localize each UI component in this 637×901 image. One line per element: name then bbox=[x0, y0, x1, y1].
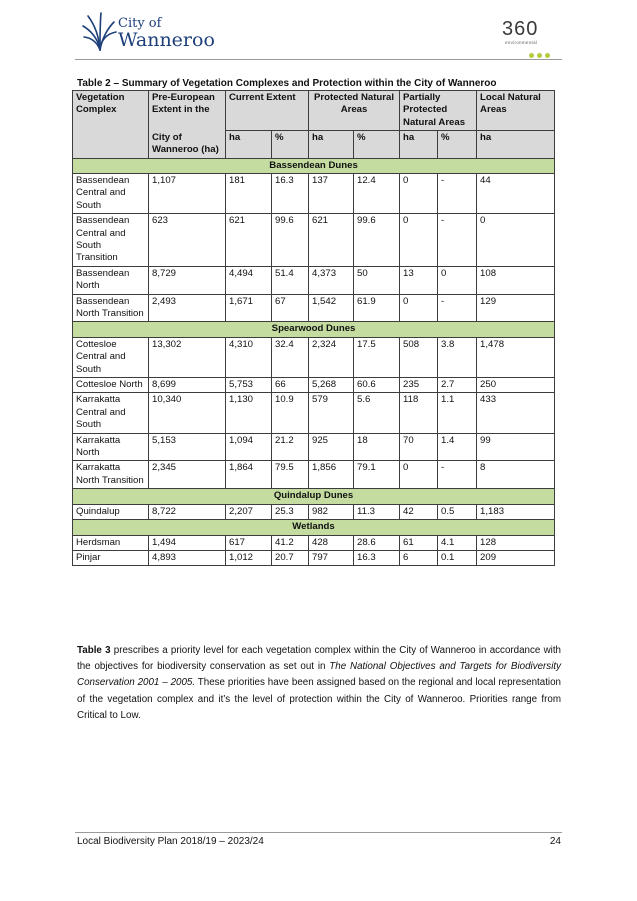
table-cell: 66 bbox=[272, 378, 309, 393]
table-cell: 2,493 bbox=[149, 294, 226, 322]
table-cell: 18 bbox=[354, 433, 400, 461]
table-row bbox=[73, 214, 555, 267]
table-cell: 181 bbox=[226, 173, 272, 213]
table-cell: 0 bbox=[400, 214, 438, 267]
table-cell: 623 bbox=[149, 214, 226, 267]
table-cell: 5.6 bbox=[354, 393, 400, 433]
paragraph-lead: Table 3 bbox=[77, 645, 111, 656]
table-cell: - bbox=[438, 294, 477, 322]
header-vegetation-complex: Vegetation Complex bbox=[73, 91, 149, 159]
table-cell: 2,207 bbox=[226, 504, 272, 519]
table-row bbox=[73, 433, 555, 461]
table-cell: 4.1 bbox=[438, 535, 477, 550]
complex-name-cell: Karrakatta North Transition bbox=[73, 461, 149, 489]
table-cell: 0 bbox=[438, 266, 477, 294]
table-cell: 433 bbox=[477, 393, 555, 433]
header-sub-pct: % bbox=[354, 131, 400, 158]
table-cell: 8,722 bbox=[149, 504, 226, 519]
table-cell: 44 bbox=[477, 173, 555, 213]
table-cell: 61.9 bbox=[354, 294, 400, 322]
table-cell: 0 bbox=[400, 294, 438, 322]
complex-name-cell: Quindalup bbox=[73, 504, 149, 519]
complex-name-cell: Bassendean North Transition bbox=[73, 294, 149, 322]
logo-tagline: environmental bbox=[505, 40, 538, 45]
table-cell: 128 bbox=[477, 535, 555, 550]
table-cell: 20.7 bbox=[272, 550, 309, 565]
table-cell: 2,345 bbox=[149, 461, 226, 489]
section-title: Bassendean Dunes bbox=[73, 158, 555, 173]
table-cell: 25.3 bbox=[272, 504, 309, 519]
table-cell: 41.2 bbox=[272, 535, 309, 550]
table-cell: 108 bbox=[477, 266, 555, 294]
section-row bbox=[73, 520, 555, 535]
table-cell: 13,302 bbox=[149, 337, 226, 377]
body-paragraph bbox=[77, 643, 561, 724]
footer-title: Local Biodiversity Plan 2018/19 – 2023/24 bbox=[77, 836, 264, 847]
table-cell: 0.1 bbox=[438, 550, 477, 565]
table-cell: 1,012 bbox=[226, 550, 272, 565]
table-row bbox=[73, 378, 555, 393]
logo-number: 360 bbox=[502, 18, 539, 40]
table-cell: 1,478 bbox=[477, 337, 555, 377]
header-partially-protected: Partially Protected Natural Areas bbox=[400, 91, 477, 131]
logo-line-2: Wanneroo bbox=[118, 29, 215, 51]
footer-divider bbox=[75, 832, 562, 833]
table-row bbox=[73, 393, 555, 433]
table-cell: 1,130 bbox=[226, 393, 272, 433]
table-row bbox=[73, 550, 555, 565]
vegetation-summary-table bbox=[72, 90, 555, 566]
table-cell: 32.4 bbox=[272, 337, 309, 377]
table-cell: 129 bbox=[477, 294, 555, 322]
table-caption: Table 2 – Summary of Vegetation Complexes and Protection within the City of Wanneroo bbox=[77, 78, 497, 89]
logo-dots-icon bbox=[529, 45, 553, 63]
table-cell: 42 bbox=[400, 504, 438, 519]
section-title: Quindalup Dunes bbox=[73, 489, 555, 504]
table-cell: 4,893 bbox=[149, 550, 226, 565]
table-cell: 1,107 bbox=[149, 173, 226, 213]
section-row bbox=[73, 158, 555, 173]
table-cell: 60.6 bbox=[354, 378, 400, 393]
header-pre-european-unit: City of Wanneroo (ha) bbox=[149, 131, 226, 158]
city-of-wanneroo-logo bbox=[80, 10, 220, 52]
table-cell: 50 bbox=[354, 266, 400, 294]
table-cell: 4,373 bbox=[309, 266, 354, 294]
header-divider bbox=[75, 59, 562, 60]
logo-line-1: City of bbox=[118, 16, 162, 31]
complex-name-cell: Karrakatta North bbox=[73, 433, 149, 461]
table-cell: 6 bbox=[400, 550, 438, 565]
table-cell: 16.3 bbox=[272, 173, 309, 213]
page-header bbox=[0, 0, 637, 60]
page-number: 24 bbox=[549, 836, 561, 847]
complex-name-cell: Karrakatta Central and South bbox=[73, 393, 149, 433]
table-cell: 28.6 bbox=[354, 535, 400, 550]
table-cell: 4,494 bbox=[226, 266, 272, 294]
table-row bbox=[73, 173, 555, 213]
table-cell: 1,494 bbox=[149, 535, 226, 550]
complex-name-cell: Bassendean North bbox=[73, 266, 149, 294]
paragraph-citation: The National Objectives and Targets for Biodiversity Conservation 2001 – 2005. bbox=[77, 661, 561, 689]
table-cell: 21.2 bbox=[272, 433, 309, 461]
table-cell: 0 bbox=[477, 214, 555, 267]
table-row bbox=[73, 535, 555, 550]
table-row bbox=[73, 504, 555, 519]
table-cell: 5,153 bbox=[149, 433, 226, 461]
table-cell: 67 bbox=[272, 294, 309, 322]
table-row bbox=[73, 266, 555, 294]
table-cell: 579 bbox=[309, 393, 354, 433]
table-cell: 118 bbox=[400, 393, 438, 433]
table-cell: 617 bbox=[226, 535, 272, 550]
table-cell: 10.9 bbox=[272, 393, 309, 433]
section-row bbox=[73, 489, 555, 504]
table-cell: 1,856 bbox=[309, 461, 354, 489]
table-cell: 797 bbox=[309, 550, 354, 565]
table-cell: - bbox=[438, 173, 477, 213]
table-cell: 1,094 bbox=[226, 433, 272, 461]
complex-name-cell: Cottesloe Central and South bbox=[73, 337, 149, 377]
header-sub-ha: ha bbox=[226, 131, 272, 158]
section-title: Wetlands bbox=[73, 520, 555, 535]
table-cell: 17.5 bbox=[354, 337, 400, 377]
table-cell: 4,310 bbox=[226, 337, 272, 377]
section-row bbox=[73, 322, 555, 337]
complex-name-cell: Pinjar bbox=[73, 550, 149, 565]
header-sub-ha: ha bbox=[309, 131, 354, 158]
table-cell: 1.4 bbox=[438, 433, 477, 461]
header-current-extent: Current Extent bbox=[226, 91, 309, 131]
table-cell: 79.5 bbox=[272, 461, 309, 489]
table-cell: 0 bbox=[400, 461, 438, 489]
table-cell: 428 bbox=[309, 535, 354, 550]
table-cell: 5,753 bbox=[226, 378, 272, 393]
table-cell: 61 bbox=[400, 535, 438, 550]
table-cell: 8,729 bbox=[149, 266, 226, 294]
table-cell: 1,542 bbox=[309, 294, 354, 322]
header-sub-pct: % bbox=[272, 131, 309, 158]
paragraph-part-2: These priorities have been assigned based on the regional and local representation of the vegetation complex and it’s the level of protection within the City of Wanneroo. Priorities range from Critical to Low. bbox=[77, 677, 562, 721]
table-cell: - bbox=[438, 461, 477, 489]
table-cell: 0.5 bbox=[438, 504, 477, 519]
complex-name-cell: Herdsman bbox=[73, 535, 149, 550]
table-cell: 1,864 bbox=[226, 461, 272, 489]
paragraph-part-1: prescribes a priority level for each vegetation complex within the City of Wanneroo in accordance with the objectives for biodiversity conservation as set out in bbox=[77, 645, 562, 673]
table-cell: 51.4 bbox=[272, 266, 309, 294]
header-sub-pct: % bbox=[438, 131, 477, 158]
header-local-natural: Local Natural Areas bbox=[477, 91, 555, 131]
header-row-1 bbox=[73, 91, 555, 131]
table-cell: 0 bbox=[400, 173, 438, 213]
table-cell: 70 bbox=[400, 433, 438, 461]
header-pre-european: Pre-European Extent in the bbox=[149, 91, 226, 131]
table-cell: 137 bbox=[309, 173, 354, 213]
table-cell: 250 bbox=[477, 378, 555, 393]
grass-tree-logo-icon bbox=[80, 10, 120, 52]
section-title: Spearwood Dunes bbox=[73, 322, 555, 337]
complex-name-cell: Bassendean Central and South bbox=[73, 173, 149, 213]
complex-name-cell: Cottesloe North bbox=[73, 378, 149, 393]
table-cell: 235 bbox=[400, 378, 438, 393]
table-cell: 621 bbox=[309, 214, 354, 267]
table-cell: 99 bbox=[477, 433, 555, 461]
table-cell: 10,340 bbox=[149, 393, 226, 433]
table-cell: 99.6 bbox=[354, 214, 400, 267]
table-cell: 1,671 bbox=[226, 294, 272, 322]
table-body bbox=[73, 158, 555, 566]
table-cell: 982 bbox=[309, 504, 354, 519]
header-protected: Protected Natural Areas bbox=[309, 91, 400, 131]
table-cell: 2,324 bbox=[309, 337, 354, 377]
table-cell: 16.3 bbox=[354, 550, 400, 565]
table-cell: 508 bbox=[400, 337, 438, 377]
360-environmental-logo bbox=[502, 18, 564, 52]
table-cell: 99.6 bbox=[272, 214, 309, 267]
table-cell: 12.4 bbox=[354, 173, 400, 213]
table-cell: 209 bbox=[477, 550, 555, 565]
table-row bbox=[73, 461, 555, 489]
header-sub-ha: ha bbox=[477, 131, 555, 158]
complex-name-cell: Bassendean Central and South Transition bbox=[73, 214, 149, 267]
table-cell: 925 bbox=[309, 433, 354, 461]
table-cell: - bbox=[438, 214, 477, 267]
table-cell: 13 bbox=[400, 266, 438, 294]
table-cell: 621 bbox=[226, 214, 272, 267]
table-row bbox=[73, 337, 555, 377]
table-cell: 11.3 bbox=[354, 504, 400, 519]
table-row bbox=[73, 294, 555, 322]
table-cell: 5,268 bbox=[309, 378, 354, 393]
table-cell: 1,183 bbox=[477, 504, 555, 519]
table-cell: 79.1 bbox=[354, 461, 400, 489]
table-cell: 1.1 bbox=[438, 393, 477, 433]
header-sub-ha: ha bbox=[400, 131, 438, 158]
table-cell: 8 bbox=[477, 461, 555, 489]
table-cell: 8,699 bbox=[149, 378, 226, 393]
table-cell: 2.7 bbox=[438, 378, 477, 393]
table-cell: 3.8 bbox=[438, 337, 477, 377]
